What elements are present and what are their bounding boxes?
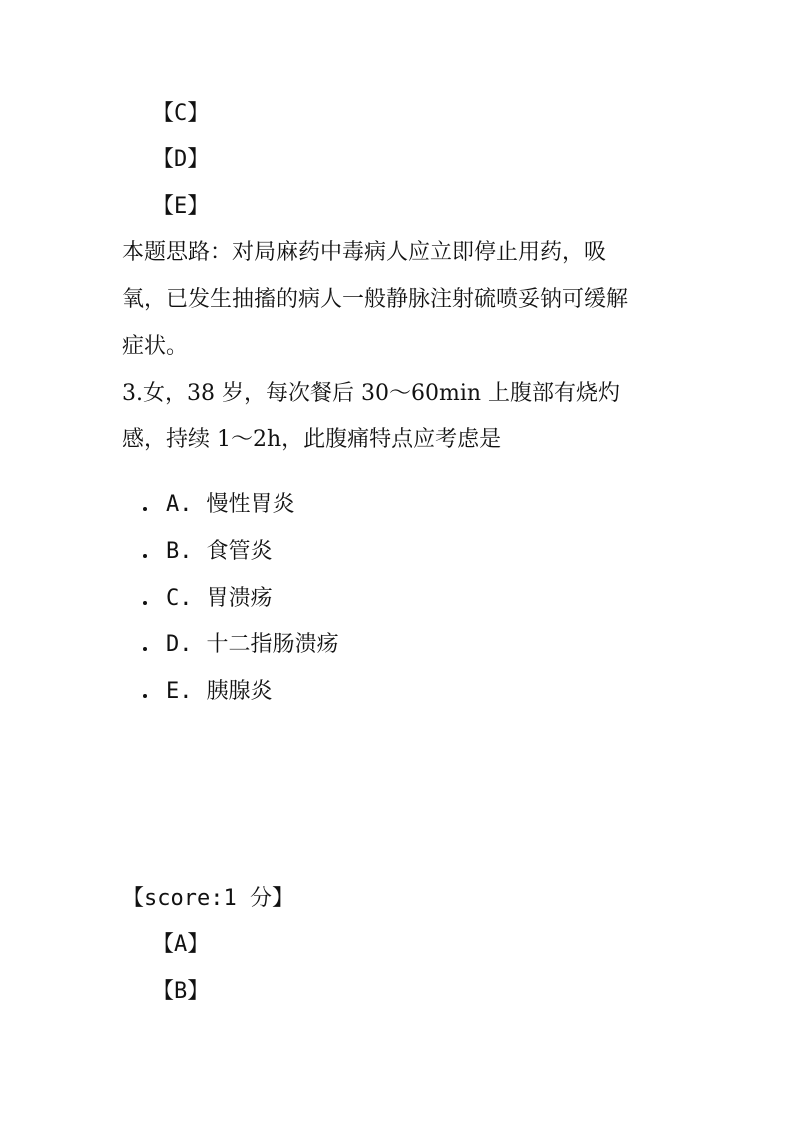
option-letter: B. <box>166 539 193 564</box>
option-d[interactable] <box>166 632 339 658</box>
option-letter: C. <box>166 586 193 611</box>
option-text: 十二指肠溃疡 <box>206 632 339 657</box>
explanation-line-3: 症状。 <box>122 334 189 359</box>
score-label: 【score:1 分】 <box>122 886 294 911</box>
question-line-1: 3.女，38 岁，每次餐后 30～60min 上腹部有烧灼 <box>122 381 621 406</box>
choice-d: 【D】 <box>152 147 210 172</box>
choice-e: 【E】 <box>152 194 210 219</box>
option-a[interactable] <box>166 492 295 518</box>
bullet-icon <box>143 601 147 605</box>
bullet-icon <box>143 694 147 698</box>
question-line-2: 感，持续 1～2h，此腹痛特点应考虑是 <box>122 427 502 452</box>
option-text: 胰腺炎 <box>206 679 273 704</box>
option-text: 慢性胃炎 <box>206 492 295 517</box>
explanation-line-1: 本题思路：对局麻药中毒病人应立即停止用药，吸 <box>122 240 607 265</box>
option-text: 胃溃疡 <box>206 586 273 611</box>
explanation-line-2: 氧，已发生抽搐的病人一般静脉注射硫喷妥钠可缓解 <box>122 287 629 312</box>
bullet-icon <box>143 647 147 651</box>
option-text: 食管炎 <box>206 539 273 564</box>
option-letter: E. <box>166 679 193 704</box>
option-b[interactable] <box>166 539 273 565</box>
choice-c: 【C】 <box>152 101 210 126</box>
option-e[interactable] <box>166 679 273 705</box>
option-c[interactable] <box>166 586 273 612</box>
bullet-icon <box>143 507 147 511</box>
choice-b: 【B】 <box>152 979 210 1004</box>
option-letter: D. <box>166 632 193 657</box>
bullet-icon <box>143 554 147 558</box>
choice-a: 【A】 <box>152 932 210 957</box>
option-letter: A. <box>166 492 193 517</box>
